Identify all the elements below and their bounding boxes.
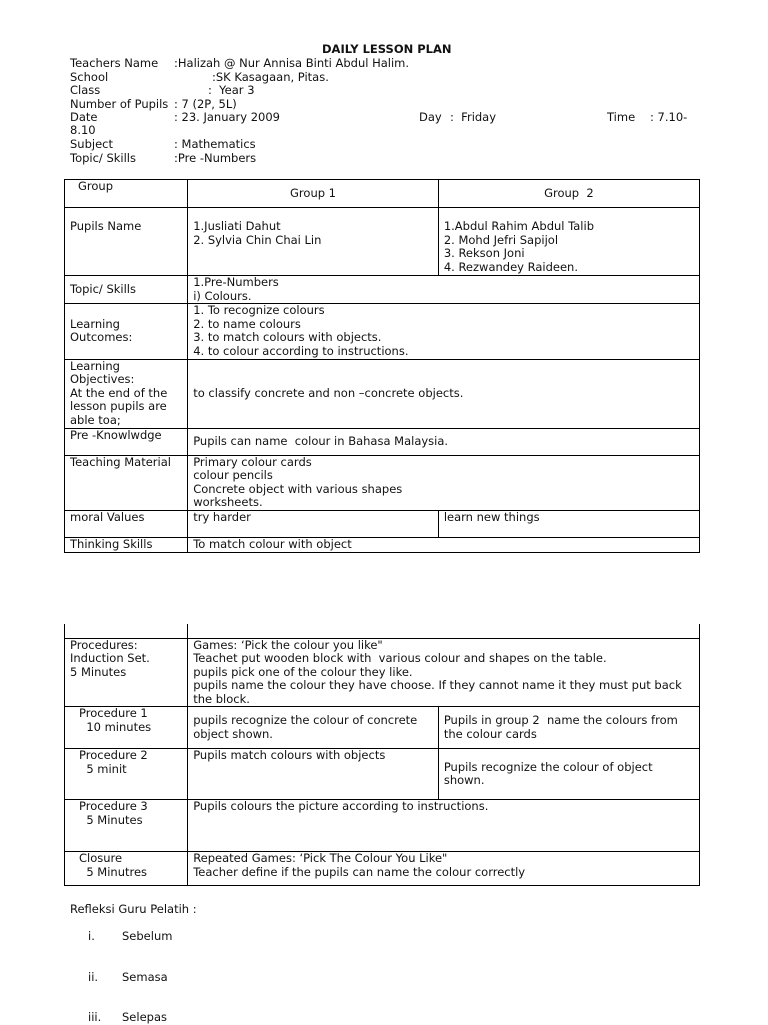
time-value: : 7.10- [650, 110, 688, 124]
table-row [65, 304, 700, 359]
procedure-1-label: Procedure 1 10 minutes [65, 707, 188, 749]
moral-values-label: moral Values [65, 510, 188, 537]
empty-cell [188, 624, 700, 638]
reflection-item-1-text: Sebelum [122, 929, 173, 943]
pupils-value: : 7 (2P, 5L) [174, 97, 237, 111]
table-row [65, 428, 700, 455]
table-row [65, 208, 700, 276]
topic-skills-value: 1.Pre-Numbers i) Colours. [188, 276, 700, 304]
reflection-item-3-number: iii. [88, 1010, 102, 1024]
learning-objectives-label: Learning Objectives: At the end of the lesson pupils are able toa; [65, 359, 188, 428]
table-row [65, 359, 700, 428]
topic-value: :Pre -Numbers [174, 151, 257, 165]
time-value-continued: 8.10 [70, 123, 96, 137]
moral-values-group2: learn new things [438, 510, 699, 537]
learning-objectives-value: to classify concrete and non –concrete objects. [188, 359, 700, 428]
subject-value: : Mathematics [174, 137, 256, 151]
school-label: School [70, 70, 109, 84]
procedures-table [64, 624, 700, 886]
subject-label: Subject [70, 137, 113, 151]
table-row [65, 707, 700, 749]
group2-header: Group 2 [438, 180, 699, 208]
date-label: Date [70, 110, 98, 124]
pre-knowledge-label: Pre -Knowlwdge [65, 428, 188, 455]
class-label: Class [70, 83, 101, 97]
closure-label: Closure 5 Minutres [65, 852, 188, 886]
table-row [65, 749, 700, 800]
procedure-1-group1: pupils recognize the colour of concrete object shown. [188, 707, 439, 749]
empty-cell [65, 624, 188, 638]
class-value: : Year 3 [208, 83, 255, 97]
table-row [65, 537, 700, 552]
day-label: Day [419, 110, 442, 124]
procedure-3-label: Procedure 3 5 Minutes [65, 800, 188, 852]
lesson-details-table [64, 179, 700, 553]
group2-pupils: 1.Abdul Rahim Abdul Talib 2. Mohd Jefri Sapijol 3. Rekson Joni 4. Rezwandey Raideen. [438, 208, 699, 276]
table-row [65, 276, 700, 304]
induction-set-value: Games: ‘Pick the colour you like" Teachet put wooden block with various colour and shapes on the table. pupils pick one of the colour they like. pupils name the colour they have choose. If they cannot name it they must put back the block. [188, 638, 700, 707]
table-row [65, 638, 700, 707]
table-row [65, 800, 700, 852]
group-header: Group [65, 180, 188, 208]
teaching-material-value: Primary colour cards colour pencils Concrete object with various shapes worksheets. [188, 455, 700, 510]
table-row [65, 455, 700, 510]
teacher-value: :Halizah @ Nur Annisa Binti Abdul Halim. [174, 56, 410, 70]
procedure-2-group1: Pupils match colours with objects [188, 749, 439, 800]
learning-outcomes-label: Learning Outcomes: [65, 304, 188, 359]
document-title: DAILY LESSON PLAN [322, 42, 452, 56]
day-value: : Friday [450, 110, 497, 124]
induction-set-label: Procedures: Induction Set. 5 Minutes [65, 638, 188, 707]
teacher-label: Teachers Name [70, 56, 159, 70]
moral-values-group1: try harder [188, 510, 439, 537]
school-value: :SK Kasagaan, Pitas. [212, 70, 329, 84]
table-row [65, 510, 700, 537]
thinking-skills-label: Thinking Skills [65, 537, 188, 552]
procedure-2-group2: Pupils recognize the colour of object shown. [438, 749, 699, 800]
group1-header: Group 1 [188, 180, 439, 208]
closure-value: Repeated Games: ‘Pick The Colour You Like" Teacher define if the pupils can name the colour correctly [188, 852, 700, 886]
group1-pupils: 1.Jusliati Dahut 2. Sylvia Chin Chai Lin [188, 208, 439, 276]
time-label: Time [607, 110, 636, 124]
topic-label: Topic/ Skills [70, 151, 136, 165]
procedure-2-label: Procedure 2 5 minit [65, 749, 188, 800]
date-value: : 23. January 2009 [174, 110, 280, 124]
table-row [65, 624, 700, 638]
reflection-title: Refleksi Guru Pelatih : [70, 902, 197, 916]
table-row [65, 180, 700, 208]
reflection-item-1-number: i. [88, 929, 95, 943]
table-row [65, 852, 700, 886]
reflection-item-2-number: ii. [88, 970, 99, 984]
pupils-label: Number of Pupils [70, 97, 169, 111]
procedure-1-group2: Pupils in group 2 name the colours from the colour cards [438, 707, 699, 749]
pupils-name-label: Pupils Name [65, 208, 188, 276]
thinking-skills-value: To match colour with object [188, 537, 700, 552]
procedure-3-value: Pupils colours the picture according to instructions. [188, 800, 700, 852]
reflection-item-3-text: Selepas [122, 1010, 167, 1024]
reflection-item-2-text: Semasa [122, 970, 168, 984]
pre-knowledge-value: Pupils can name colour in Bahasa Malaysia. [188, 428, 700, 455]
topic-skills-label: Topic/ Skills [65, 276, 188, 304]
learning-outcomes-value: 1. To recognize colours 2. to name colours 3. to match colours with objects. 4. to colour according to instructions. [188, 304, 700, 359]
teaching-material-label: Teaching Material [65, 455, 188, 510]
